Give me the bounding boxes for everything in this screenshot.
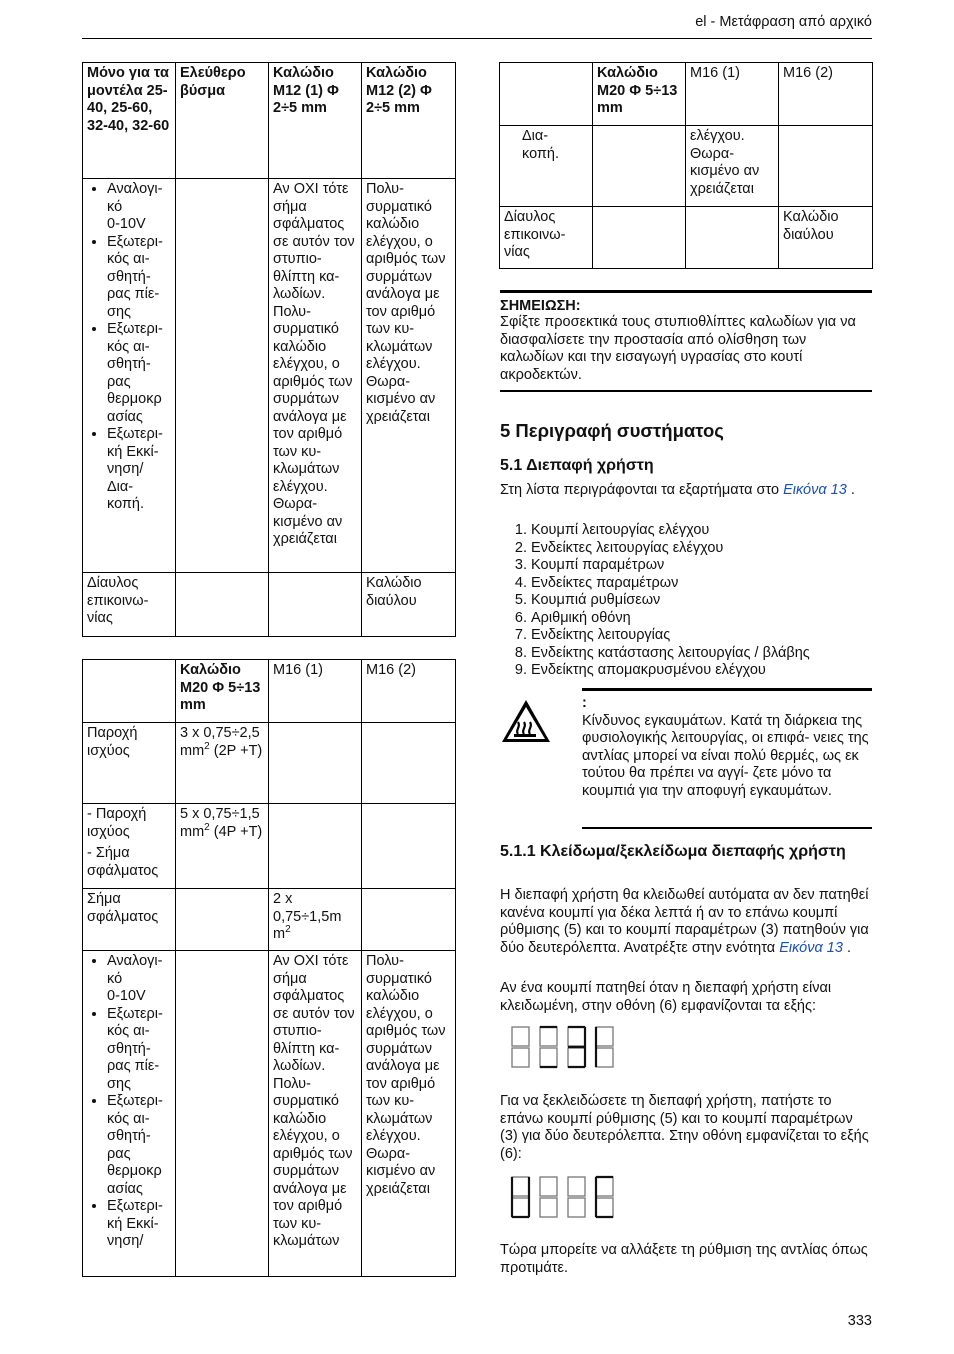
table-cell: Καλώδιο διαύλου [362,573,456,637]
voltage-range: 0-10V [107,216,146,232]
table-cell: Δίαυλος επικοινω- νίας [83,573,176,637]
table-cell [176,951,269,1277]
table-cell [269,804,362,889]
warning-bottom-rule [582,827,872,829]
section-5-1-1-p3: Για να ξεκλειδώσετε τη διεπαφή χρήστη, πατήστε το επάνω κουμπί ρύθμισης (5) και το κουμπί παραμέτρων (3) για δύο δευτερόλεπτα. Στην οθόνη εμφανίζεται το εξής (6): [500,1093,869,1162]
table-cell: 5 x 0,75÷1,5 $mm^2$ (4P +T) [176,804,269,889]
note-text: Σφίξτε προσεκτικά τους στυπιοθλίπτες καλωδίων για να διασφαλίσετε την προστασία από ολίσθηση των καλωδίων και την εισαγωγή υγρασίας στο κουτί ακροδεκτών. [500,314,856,383]
list-item: • Εξωτερι- κός αι- σθητή- ρας θερμοκρ ασίας [107,1093,171,1198]
table-header [83,660,176,723]
list-item: • Αναλογι- κό 0-10V [107,953,171,1006]
table-header [500,63,593,126]
list-item: 2. Ενδείκτες λειτουργίας ελέγχου [531,540,810,558]
hot-surface-icon [500,698,552,744]
list-item: 6. Αριθμική οθόνη [531,610,810,628]
table-cell [176,889,269,951]
list-item: • Εξωτερι- κή Εκκί- νηση/ Δια- κοπή. [107,426,171,514]
table-header: Ελεύθερο βύσμα [176,63,269,179]
list-item: 9. Ενδείκτης απομακρυσμένου ελέγχου [531,662,810,680]
voltage-range: 0-10V [107,988,146,1004]
signal-list [83,181,171,514]
header-rule [82,38,872,39]
table-cell: ελέγχου. Θωρα- κισμένο αν χρειάζεται [686,126,779,207]
page-number: 333 [847,1313,872,1329]
table-header: Μόνο για τα μοντέλα 25-40, 25-60, 32-40, 32-60 [83,63,176,179]
table-header: Καλώδιο M12 (2) Φ 2÷5 mm [362,63,456,179]
note-box [500,290,872,392]
table-cell [269,723,362,804]
table-cell: Σήμα σφάλματος [83,889,176,951]
list-item: 5. Κουμπιά ρυθμίσεων [531,592,810,610]
table-header: M16 (1) [269,660,362,723]
list-item: 4. Ενδείκτες παραμέτρων [531,575,810,593]
table-cell: Αν ΟΧΙ τότε σήμα σφάλματος σε αυτόν τον στυπιο- θλίπτη κα- λωδίων. Πολυ- συρματικό καλώδιο ελέγχου, ο αριθμός των συρμάτων ανάλογα με τον αριθμό των κυ- κλωμάτων ελέγχου. Θωρα- κισμένο αν χρειάζεται [269,179,362,573]
locked-display-icon [510,1025,620,1069]
table-cell [362,804,456,889]
note-title: ΣΗΜΕΙΩΣΗ: [500,298,581,314]
table-cell: Αν ΟΧΙ τότε σήμα σφάλματος σε αυτόν τον στυπιο- θλίπτη κα- λωδίων. Πολυ- συρματικό καλώδιο ελέγχου, ο αριθμός των συρμάτων ανάλογα με τον αριθμό των κυ- κλωμάτων [269,951,362,1277]
unlocked-display-icon [510,1175,620,1219]
section-5-1-title: 5.1 Διεπαφή χρήστη [500,457,654,474]
table-header: Καλώδιο M20 Φ 5÷13 mm [593,63,686,126]
table-header: M16 (2) [779,63,873,126]
section-5-1-intro: Στη λίστα περιγράφονται τα εξαρτήματα στο Εικόνα 13 . [500,482,855,498]
table-cell [686,207,779,269]
table-header: Καλώδιο M20 Φ 5÷13 mm [176,660,269,723]
list-item: • Εξωτερι- κός αι- σθητή- ρας πίε- σης [107,234,171,322]
table-cell [593,126,686,207]
table-cell [269,573,362,637]
list-item: • Εξωτερι- κός αι- σθητή- ρας πίε- σης [107,1006,171,1094]
cable-table-1 [82,62,456,637]
table-cell [362,723,456,804]
figure-13-link[interactable]: Εικόνα 13 [783,482,847,498]
cable-table-3 [499,62,873,269]
signal-list [83,953,171,1251]
list-item: • Εξωτερι- κή Εκκί- νηση/ [107,1198,171,1251]
list-item: 3. Κουμπί παραμέτρων [531,557,810,575]
table-cell: Πολυ- συρματικό καλώδιο ελέγχου, ο αριθμός των συρμάτων ανάλογα με τον αριθμό των κυ- κλωμάτων ελέγχου. Θωρα- κισμένο αν χρειάζεται [362,951,456,1277]
table-cell: Παροχή ισχύος [83,723,176,804]
list-item: • Εξωτερι- κός αι- σθητή- ρας θερμοκρ ασίας [107,321,171,426]
table-cell [362,889,456,951]
section-5-title: 5 Περιγραφή συστήματος [500,420,724,441]
section-5-1-1-p4: Τώρα μπορείτε να αλλάξετε τη ρύθμιση της αντλίας όπως προτιμάτε. [500,1242,868,1276]
page-header: el - Μετάφραση από αρχικό [695,14,872,30]
table-header: Καλώδιο M12 (1) Φ 2÷5 mm [269,63,362,179]
warning-title: : [582,695,587,711]
warning-text: Κίνδυνος εγκαυμάτων. Κατά τη διάρκεια της φυσιολογικής λειτουργίας, οι επιφά- νειες της αντλίας μπορεί να είναι πολύ θερμές, ως εκ τούτου θα πρέπει να αγγί- ζετε μόνο τα κουμπιά για την αποφυγή εγκαυμάτων. [582,712,869,799]
section-5-1-1-title: 5.1.1 Κλείδωμα/ξεκλείδωμα διεπαφής χρήστη [500,843,846,860]
hot-surface-warning [500,688,872,830]
table-cell: Δίαυλος επικοινω- νίας [500,207,593,269]
figure-13-link[interactable]: Εικόνα 13 [779,939,843,956]
list-item: • Αναλογι- κό 0-10V [107,181,171,234]
section-5-1-1-p2: Αν ένα κουμπί πατηθεί όταν η διεπαφή χρήστη είναι κλειδωμένη, στην οθόνη (6) εμφανίζονται τα εξής: [500,980,832,1014]
list-item: 7. Ενδείκτης λειτουργίας [531,627,810,645]
list-item: 8. Ενδείκτης κατάστασης λειτουργίας / βλάβης [531,645,810,663]
warning-body [582,695,872,800]
cable-table-2 [82,659,456,1277]
table-cell [176,573,269,637]
table-cell: Πολυ- συρματικό καλώδιο ελέγχου, ο αριθμός των συρμάτων ανάλογα με τον αριθμό των κυ- κλωμάτων ελέγχου. Θωρα- κισμένο αν χρειάζεται [362,179,456,573]
table-cell: Δια- κοπή. [500,126,593,207]
table-cell: 3 x 0,75÷2,5 $mm^2$ (2P +T) [176,723,269,804]
table-cell [593,207,686,269]
table-header: M16 (2) [362,660,456,723]
list-item: 1. Κουμπί λειτουργίας ελέγχου [531,522,810,540]
table-header: M16 (1) [686,63,779,126]
section-5-1-1-p1: Η διεπαφή χρήστη θα κλειδωθεί αυτόματα αν δεν πατηθεί κανένα κουμπί για δέκα λεπτά ή αν το επάνω κουμπί ρύθμισης (5) και το κουμπί παραμέτρων (3) πατηθούν για δύο δευτερόλεπτα. Ανατρέξτε στην ενότητα Εικόνα 13 . [500,887,869,956]
warning-top-rule [582,688,872,691]
table-cell: - Παροχή ισχύος - Σήμα σφάλματος [83,804,176,889]
table-cell [779,126,873,207]
component-list [500,522,810,680]
table-cell: Καλώδιο διαύλου [779,207,873,269]
table-cell [176,179,269,573]
table-cell: 2 x 0,75÷1,5m $m^2$ [269,889,362,951]
